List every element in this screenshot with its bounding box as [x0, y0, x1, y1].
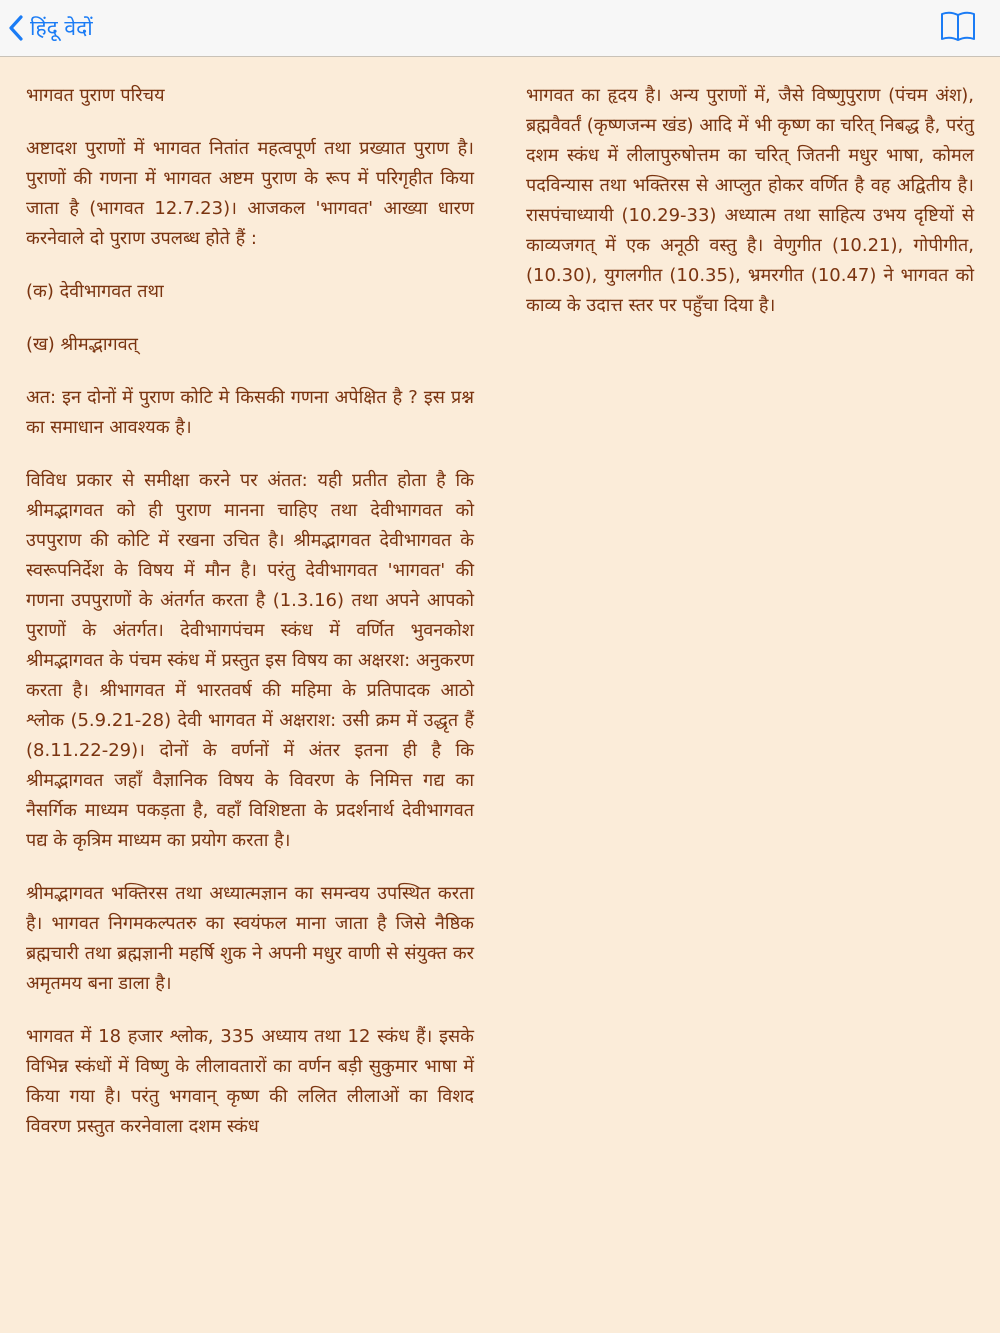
- article-paragraph: अष्टादश पुराणों में भागवत नितांत महत्वपूर्ण तथा प्रख्यात पुराण है। पुराणों की गणना में भागवत अष्टम पुराण के रूप में परिगृहीत किया जाता है (भागवत 12.7.23)। आजकल 'भागवत' आख्या धारण करनेवाले दो पुराण उपलब्ध होते हैं :: [26, 138, 474, 249]
- article-column-right: [526, 81, 974, 344]
- chevron-left-icon: [8, 14, 24, 42]
- navigation-bar: [0, 0, 1000, 57]
- article-paragraph: विविध प्रकार से समीक्षा करने पर अंतत: यही प्रतीत होता है कि श्रीमद्भागवत को ही पुराण मानना चाहिए तथा देवीभागवत को उपपुराण की कोटि में रखना उचित है। श्रीमद्भागवत देवीभागवत के स्वरूपनिर्देश के विषय में मौन है। परंतु देवीभागवत 'भागवत' की गणना उपपुराणों के अंतर्गत करता है (1.3.16) तथा अपने आपको पुराणों के अंतर्गत। देवीभागपंचम स्कंध में वर्णित भुवनकोश श्रीमद्भागवत के पंचम स्कंध में प्रस्तुत इस विषय का अक्षरश: अनुकरण करता है। श्रीभागवत में भारतवर्ष की महिमा के प्रतिपादक आठो श्लोक (5.9.21-28) देवी भागवत में अक्षराश: उसी क्रम में उद्धृत हैं (8.11.22-29)। दोनों के वर्णनों में अंतर इतना ही है कि श्रीमद्भागवत जहाँ वैज्ञानिक विषय के विवरण के निमित्त गद्य का नैसर्गिक माध्यम पकड़ता है, वहाँ विशिष्टता के प्रदर्शनार्थ देवीभागवत पद्य के कृत्रिम माध्यम का प्रयोग करता है।: [26, 470, 474, 851]
- article-column-left: [26, 81, 474, 1165]
- book-icon: [940, 10, 976, 44]
- article-paragraph: (ख) श्रीमद्भागवत्: [26, 334, 138, 355]
- back-button-label: हिंदू वेदों: [30, 16, 93, 40]
- article-heading: भागवत पुराण परिचय: [26, 85, 165, 106]
- article-paragraph: भागवत का हृदय है। अन्य पुराणों में, जैसे विष्णुपुराण (पंचम अंश), ब्रह्मवैवर्तं (कृष्णजन्म खंड) आदि में भी कृष्ण का चरित् निबद्ध है, परंतु दशम स्कंध में लीलापुरुषोत्तम का चरित् जितनी मधुर भाषा, कोमल पदविन्यास तथा भक्तिरस से आप्लुत होकर वर्णित है वह अद्वितीय है। रासपंचाध्यायी (10.29-33) अध्यात्म तथा साहित्य उभय दृष्टियों से काव्यजगत् में एक अनूठी वस्तु है। वेणुगीत (10.21), गोपीगीत, (10.30), युगलगीत (10.35), भ्रमरगीत (10.47) ने भागवत को काव्य के उदात्त स्तर पर पहुँचा दिया है।: [526, 85, 974, 316]
- article-paragraph: श्रीमद्भागवत भक्तिरस तथा अध्यात्मज्ञान का समन्वय उपस्थित करता है। भागवत निगमकल्पतरु का स्वयंफल माना जाता है जिसे नैष्ठिक ब्रह्मचारी तथा ब्रह्मज्ञानी महर्षि शुक ने अपनी मधुर वाणी से संयुक्त कर अमृतमय बना डाला है।: [26, 883, 474, 994]
- article-content: [0, 57, 1000, 1333]
- article-paragraph: (क) देवीभागवत तथा: [26, 281, 164, 302]
- article-paragraph: भागवत में 18 हजार श्लोक, 335 अध्याय तथा 12 स्कंध हैं। इसके विभिन्न स्कंधों में विष्णु के लीलावतारों का वर्णन बड़ी सुकुमार भाषा में किया गया है। परंतु भगवान् कृष्ण की ललित लीलाओं का विशद विवरण प्रस्तुत करनेवाला दशम स्कंध: [26, 1026, 474, 1137]
- back-button[interactable]: [8, 10, 93, 46]
- book-button[interactable]: [940, 10, 976, 44]
- article-paragraph: अत: इन दोनों में पुराण कोटि मे किसकी गणना अपेक्षित है ? इस प्रश्न का समाधान आवश्यक है।: [26, 387, 474, 438]
